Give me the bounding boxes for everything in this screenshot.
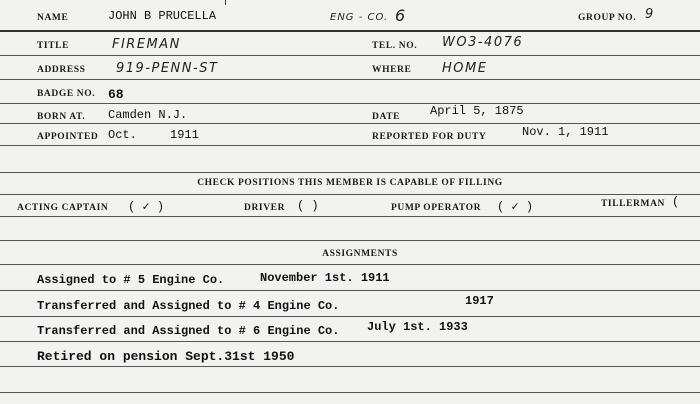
acting-captain-check: ( ✓ ) <box>128 200 165 214</box>
rule <box>0 79 700 80</box>
date-value: April 5, 1875 <box>430 104 524 118</box>
assignments-heading: ASSIGNMENTS <box>322 249 398 259</box>
assignment-text: Transferred and Assigned to # 6 Engine Co. <box>37 324 340 338</box>
rule <box>0 366 700 367</box>
where-value: HOME <box>442 61 488 76</box>
pump-operator-label: PUMP OPERATOR <box>391 203 482 213</box>
born-label: BORN AT. <box>37 112 86 122</box>
name-label: NAME <box>37 13 69 23</box>
born-value: Camden N.J. <box>108 108 188 122</box>
pump-operator-check: ( ✓ ) <box>497 200 534 214</box>
title-label: TITLE <box>37 41 70 51</box>
eng-co-value: 6 <box>395 6 407 25</box>
rule <box>0 55 700 56</box>
rule <box>0 392 700 393</box>
top-mark <box>225 0 226 5</box>
assignment-date: November 1st. 1911 <box>260 271 390 285</box>
assignment-text: Transferred and Assigned to # 4 Engine Co. <box>37 299 340 313</box>
eng-co-label: ENG - CO. <box>330 12 389 23</box>
assignment-date: 1917 <box>465 294 494 308</box>
rule <box>0 30 700 32</box>
positions-heading: CHECK POSITIONS THIS MEMBER IS CAPABLE OF FILLING <box>197 178 503 188</box>
name-value: JOHN B PRUCELLA <box>108 9 217 23</box>
title-value: FIREMAN <box>112 37 181 52</box>
rule <box>0 103 700 104</box>
address-value: 919-PENN-ST <box>116 61 219 76</box>
group-value: 9 <box>645 7 655 22</box>
rule <box>0 264 700 265</box>
rule <box>0 341 700 342</box>
reported-value: Nov. 1, 1911 <box>522 125 609 139</box>
rule <box>0 194 700 195</box>
rule <box>0 216 700 217</box>
reported-label: REPORTED FOR DUTY <box>372 132 487 142</box>
appointed-year: 1911 <box>170 128 199 142</box>
assignment-date: July 1st. 1933 <box>367 320 468 334</box>
rule <box>0 316 700 317</box>
appointed-label: APPOINTED <box>37 132 99 142</box>
tillerman-check: ( <box>672 195 680 209</box>
rule <box>0 290 700 291</box>
acting-captain-label: ACTING CAPTAIN <box>17 203 109 213</box>
tel-label: TEL. NO. <box>372 41 418 51</box>
tel-value: WO3-4076 <box>442 35 524 50</box>
badge-label: BADGE NO. <box>37 89 96 99</box>
badge-value: 68 <box>108 87 124 102</box>
rule <box>0 145 700 146</box>
tillerman-label: TILLERMAN <box>601 199 665 209</box>
group-label: GROUP NO. <box>578 13 637 23</box>
rule <box>0 123 700 124</box>
rule <box>0 172 700 173</box>
address-label: ADDRESS <box>37 65 86 75</box>
where-label: WHERE <box>372 65 412 75</box>
appointed-month: Oct. <box>108 128 137 142</box>
rule <box>0 240 700 241</box>
assignment-text: Retired on pension Sept.31st 1950 <box>37 349 295 364</box>
driver-label: DRIVER <box>244 203 286 213</box>
driver-check: ( ) <box>297 199 319 213</box>
assignment-text: Assigned to # 5 Engine Co. <box>37 273 225 287</box>
date-label: DATE <box>372 112 401 122</box>
